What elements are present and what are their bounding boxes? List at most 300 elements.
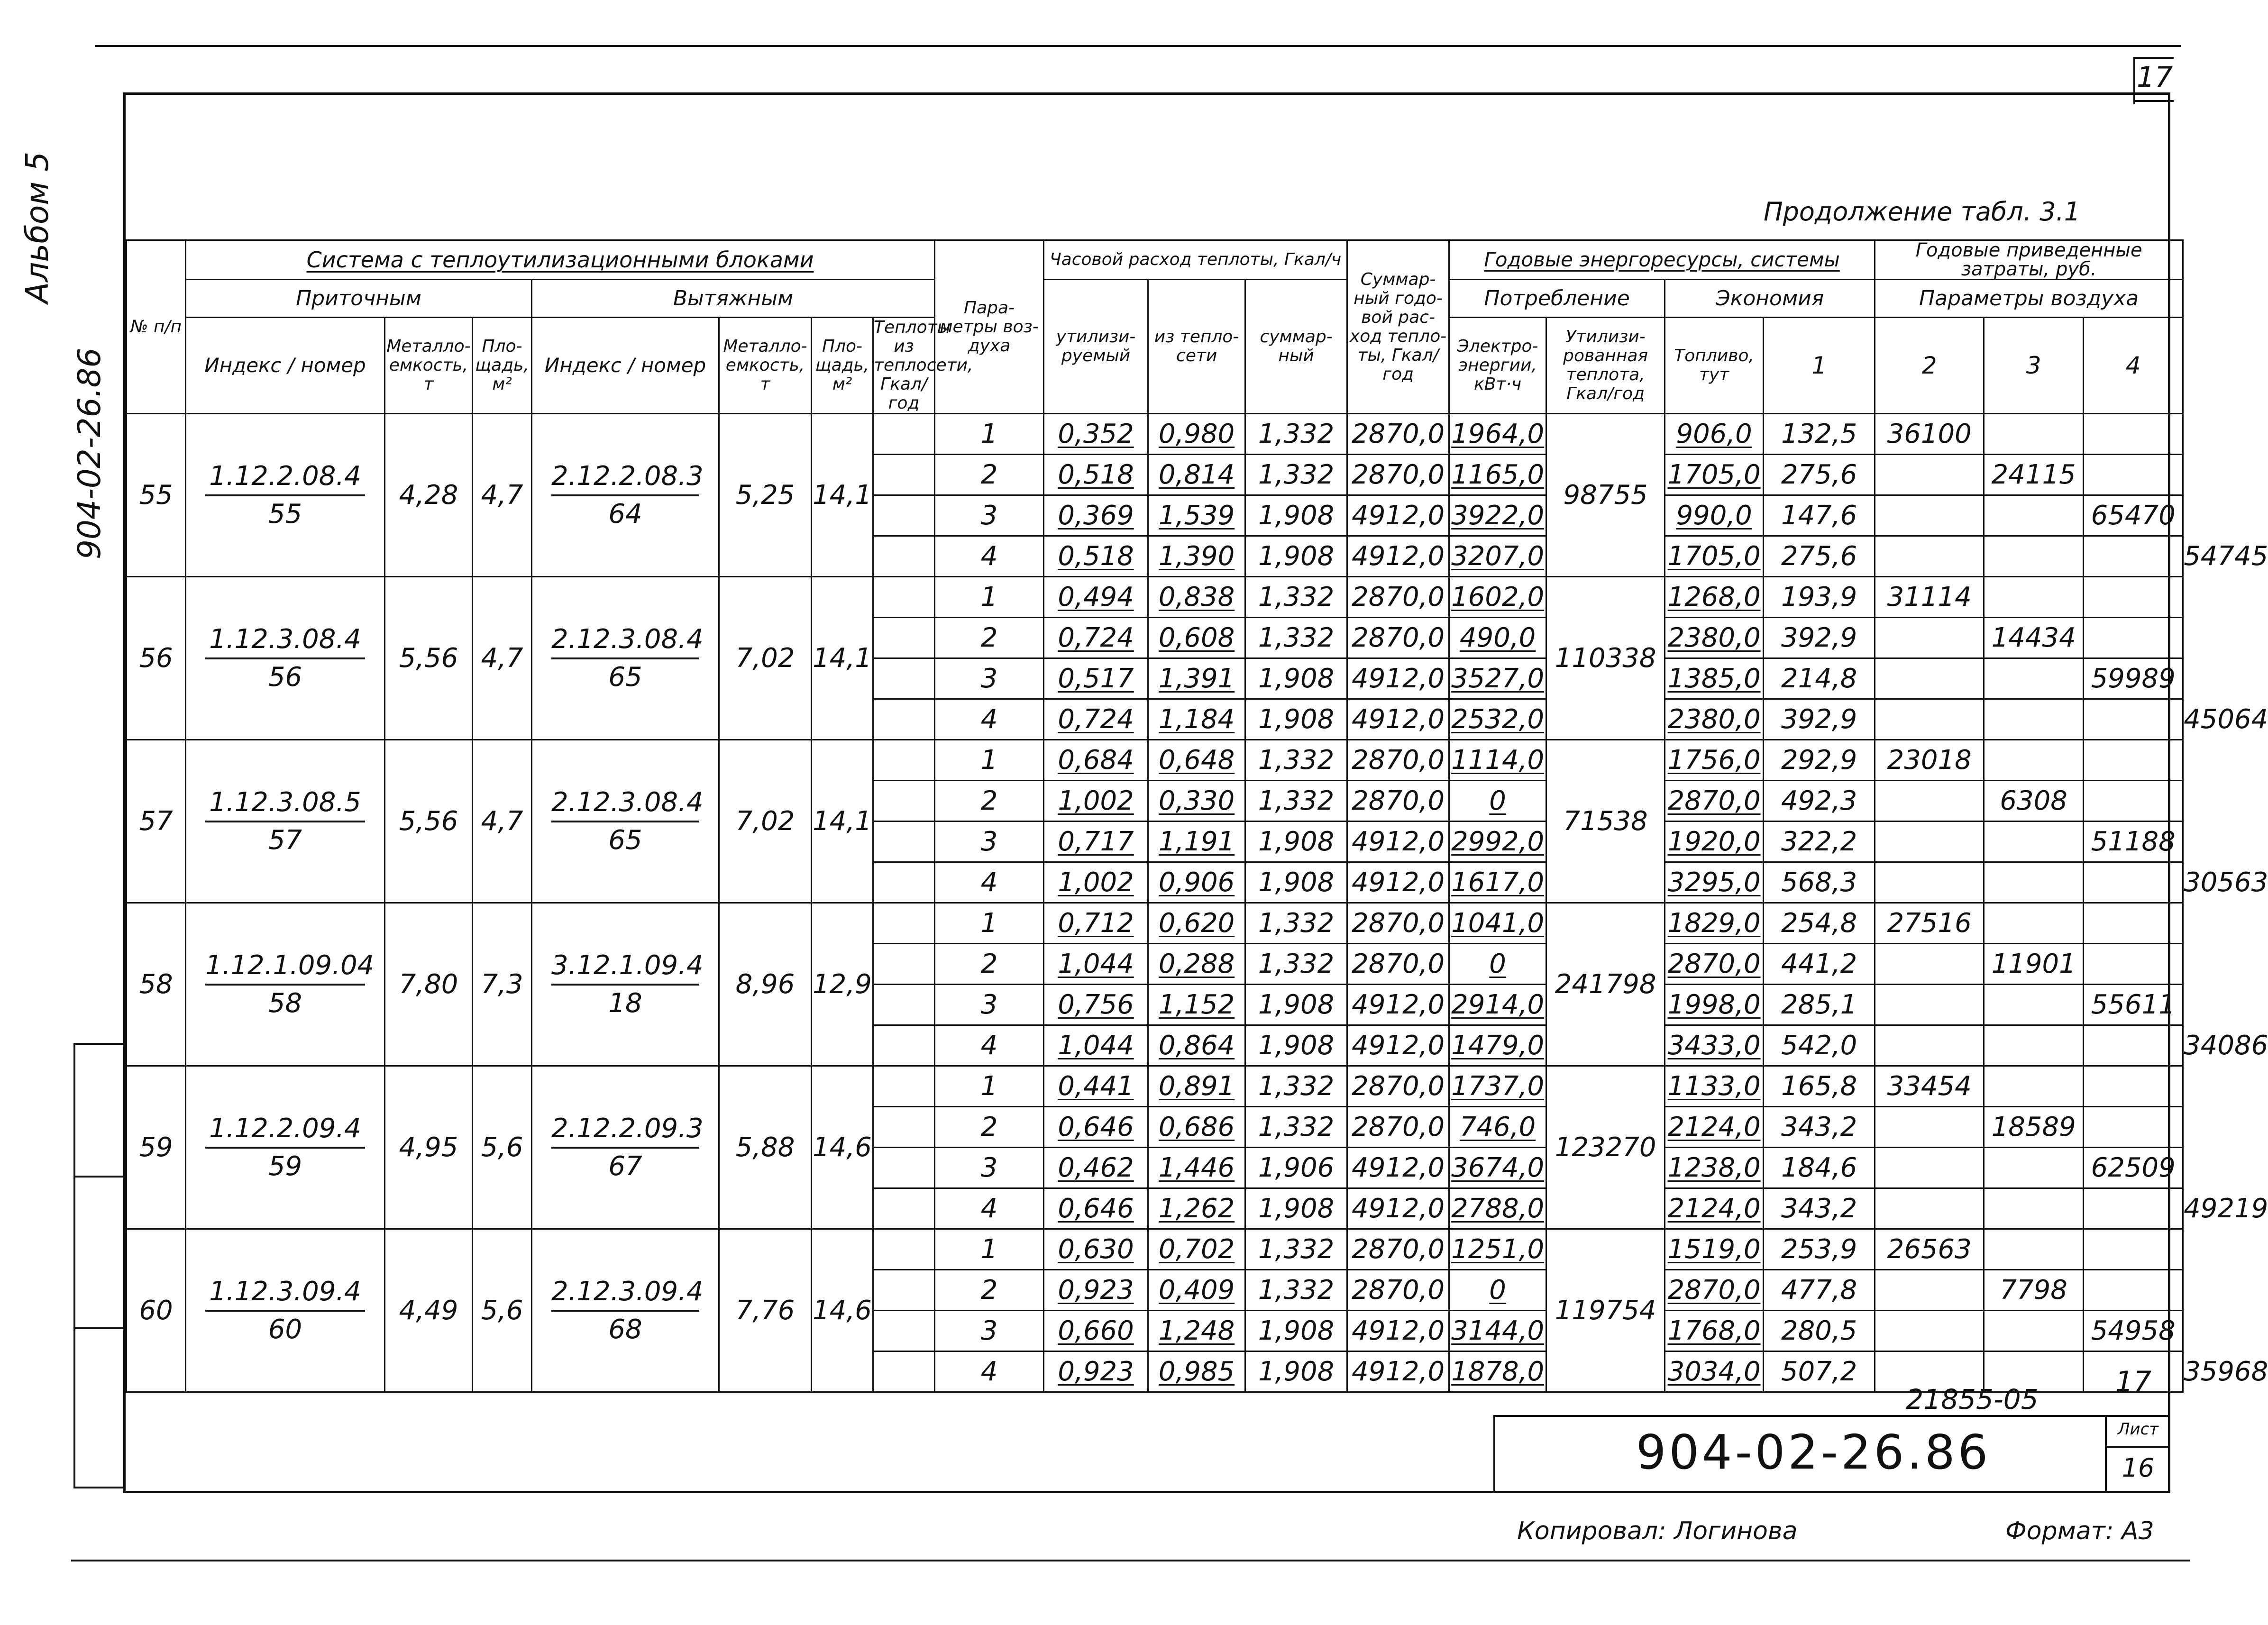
hourly-net: 1,390 xyxy=(1148,536,1245,577)
hourly-util: 1,044 xyxy=(1044,944,1148,985)
supply-metal: 5,56 xyxy=(385,577,473,740)
supply-index-number: 55 xyxy=(268,498,302,529)
table-row xyxy=(127,577,2183,618)
blank-cell xyxy=(873,1229,935,1270)
hourly-total: 1,908 xyxy=(1245,822,1347,862)
util-heat: 2870,0 xyxy=(1665,781,1764,822)
util-heat: 2380,0 xyxy=(1665,699,1764,740)
supply-area: 4,7 xyxy=(473,414,532,577)
row-number: 56 xyxy=(127,577,186,740)
cost-col-2 xyxy=(1984,699,2084,740)
hourly-net: 0,702 xyxy=(1148,1229,1245,1270)
supply-index-number: 60 xyxy=(268,1314,302,1345)
heat-from-net: 0 xyxy=(1449,781,1546,822)
hourly-net: 0,686 xyxy=(1148,1107,1245,1148)
util-heat: 1238,0 xyxy=(1665,1148,1764,1188)
hourly-total: 1,332 xyxy=(1245,618,1347,658)
cost-col-2: 24115 xyxy=(1984,455,2084,495)
cost-col-3: 54958 xyxy=(2084,1311,2183,1351)
util-heat: 2124,0 xyxy=(1665,1188,1764,1229)
top-rule xyxy=(95,45,2181,47)
heat-from-net: 0 xyxy=(1449,1270,1546,1311)
cost-col-1 xyxy=(1875,1025,1984,1066)
exhaust-index-number: 65 xyxy=(608,661,642,693)
hourly-util: 0,717 xyxy=(1044,822,1148,862)
supply-metal: 4,49 xyxy=(385,1229,473,1392)
header-annual-heat: Суммар-ный годо-вой рас-ход тепло-ты, Гкал/год xyxy=(1347,240,1449,414)
hourly-total: 1,908 xyxy=(1245,536,1347,577)
cost-col-3: 59989 xyxy=(2084,658,2183,699)
exhaust-metal: 7,02 xyxy=(719,577,812,740)
hourly-net: 0,620 xyxy=(1148,903,1245,944)
exhaust-area: 14,1 xyxy=(812,414,873,577)
exhaust-metal: 8,96 xyxy=(719,903,812,1066)
air-param-number: 3 xyxy=(935,822,1044,862)
blank-cell xyxy=(873,985,935,1025)
fuel: 492,3 xyxy=(1764,781,1875,822)
blank-cell xyxy=(873,1148,935,1188)
hourly-net: 0,814 xyxy=(1148,455,1245,495)
util-heat: 1998,0 xyxy=(1665,985,1764,1025)
row-number: 58 xyxy=(127,903,186,1066)
fuel: 184,6 xyxy=(1764,1148,1875,1188)
util-heat: 1705,0 xyxy=(1665,536,1764,577)
fuel: 392,9 xyxy=(1764,618,1875,658)
table-row: 4 0,923 0,985 1,908 4912,0 1878,0 3034,0 507,2 35968 xyxy=(127,1351,2183,1392)
supply-area: 4,7 xyxy=(473,577,532,740)
supply-metal: 4,95 xyxy=(385,1066,473,1229)
heat-from-net: 1165,0 xyxy=(1449,455,1546,495)
format-label: Формат: А3 xyxy=(2005,1517,2154,1545)
hourly-net: 0,838 xyxy=(1148,577,1245,618)
fuel: 568,3 xyxy=(1764,862,1875,903)
hourly-util: 0,518 xyxy=(1044,536,1148,577)
annual-heat: 2870,0 xyxy=(1347,414,1449,455)
heat-from-net: 490,0 xyxy=(1449,618,1546,658)
hourly-util: 0,756 xyxy=(1044,985,1148,1025)
electro-energy: 71538 xyxy=(1546,740,1665,903)
air-param-number: 2 xyxy=(935,1107,1044,1148)
table-row xyxy=(127,414,2183,455)
supply-area: 5,6 xyxy=(473,1229,532,1392)
util-heat: 1756,0 xyxy=(1665,740,1764,781)
hourly-net: 0,980 xyxy=(1148,414,1245,455)
util-heat: 1829,0 xyxy=(1665,903,1764,944)
margin-stamp-line xyxy=(73,1327,123,1329)
exhaust-index-number: 67 xyxy=(608,1150,642,1182)
annual-heat: 4912,0 xyxy=(1347,495,1449,536)
annual-heat: 4912,0 xyxy=(1347,658,1449,699)
cost-col-3 xyxy=(2084,1066,2183,1107)
exhaust-metal: 5,25 xyxy=(719,414,812,577)
copied-by: Копировал: Логинова xyxy=(1517,1517,1798,1545)
supply-index-number: 56 xyxy=(268,661,302,693)
hourly-util: 1,002 xyxy=(1044,781,1148,822)
header-col-2: 2 xyxy=(1875,318,1984,414)
annual-heat: 4912,0 xyxy=(1347,985,1449,1025)
heat-from-net: 0 xyxy=(1449,944,1546,985)
cost-col-3 xyxy=(2084,1229,2183,1270)
exhaust-index xyxy=(532,414,719,577)
exhaust-index-number: 68 xyxy=(608,1314,642,1345)
supply-area: 4,7 xyxy=(473,740,532,903)
cost-col-2: 14434 xyxy=(1984,618,2084,658)
hourly-total: 1,332 xyxy=(1245,1107,1347,1148)
fuel: 147,6 xyxy=(1764,495,1875,536)
util-heat: 2870,0 xyxy=(1665,1270,1764,1311)
hourly-total: 1,908 xyxy=(1245,862,1347,903)
hourly-total: 1,908 xyxy=(1245,1351,1347,1392)
heat-from-net: 2532,0 xyxy=(1449,699,1546,740)
cost-col-1: 23018 xyxy=(1875,740,1984,781)
heat-from-net: 1617,0 xyxy=(1449,862,1546,903)
fuel: 343,2 xyxy=(1764,1188,1875,1229)
blank-cell xyxy=(873,781,935,822)
fuel: 292,9 xyxy=(1764,740,1875,781)
heat-from-net: 3674,0 xyxy=(1449,1148,1546,1188)
supply-index-code: 1.12.2.09.4 xyxy=(205,1114,365,1149)
header-col-3: 3 xyxy=(1984,318,2084,414)
cost-col-3 xyxy=(2084,862,2183,903)
cost-col-1 xyxy=(1875,495,1984,536)
cost-col-1 xyxy=(1875,985,1984,1025)
hourly-total: 1,332 xyxy=(1245,1066,1347,1107)
cost-col-2 xyxy=(1984,1148,2084,1188)
data-table xyxy=(126,239,2268,1387)
electro-energy: 119754 xyxy=(1546,1229,1665,1392)
table-row: 4 0,724 1,184 1,908 4912,0 2532,0 2380,0 392,9 45064 xyxy=(127,699,2183,740)
air-param-number: 4 xyxy=(935,1188,1044,1229)
supply-metal: 5,56 xyxy=(385,740,473,903)
supply-index-code: 1.12.3.09.4 xyxy=(205,1277,365,1312)
exhaust-index-code: 2.12.3.08.4 xyxy=(551,787,699,822)
cost-col-2 xyxy=(1984,1025,2084,1066)
fuel: 285,1 xyxy=(1764,985,1875,1025)
electro-energy: 123270 xyxy=(1546,1066,1665,1229)
annual-heat: 2870,0 xyxy=(1347,577,1449,618)
supply-index xyxy=(186,903,385,1066)
hourly-total: 1,332 xyxy=(1245,781,1347,822)
heat-from-net: 2992,0 xyxy=(1449,822,1546,862)
hourly-total: 1,332 xyxy=(1245,740,1347,781)
supply-metal: 4,28 xyxy=(385,414,473,577)
air-param-number: 1 xyxy=(935,1229,1044,1270)
cost-col-1 xyxy=(1875,455,1984,495)
table-row xyxy=(127,1066,2183,1107)
air-param-number: 3 xyxy=(935,1148,1044,1188)
annual-heat: 2870,0 xyxy=(1347,740,1449,781)
cost-col-3 xyxy=(2084,455,2183,495)
blank-cell xyxy=(873,455,935,495)
cost-col-1 xyxy=(1875,1270,1984,1311)
hourly-net: 1,191 xyxy=(1148,822,1245,862)
header-hourly-group: Часовой расход теплоты, Гкал/ч xyxy=(1044,240,1347,280)
air-param-number: 3 xyxy=(935,495,1044,536)
row-number: 55 xyxy=(127,414,186,577)
air-param-number: 4 xyxy=(935,1351,1044,1392)
heat-from-net: 2914,0 xyxy=(1449,985,1546,1025)
table-row: 4 0,646 1,262 1,908 4912,0 2788,0 2124,0 343,2 49219 xyxy=(127,1188,2183,1229)
annual-heat: 4912,0 xyxy=(1347,1188,1449,1229)
table-row: 4 0,518 1,390 1,908 4912,0 3207,0 1705,0 275,6 54745 xyxy=(127,536,2183,577)
cost-col-3: 62509 xyxy=(2084,1148,2183,1188)
cost-col-2 xyxy=(1984,658,2084,699)
hourly-net: 1,184 xyxy=(1148,699,1245,740)
fuel: 507,2 xyxy=(1764,1351,1875,1392)
supply-index xyxy=(186,577,385,740)
cost-col-3 xyxy=(2084,414,2183,455)
cost-col-1 xyxy=(1875,1148,1984,1188)
exhaust-area: 12,9 xyxy=(812,903,873,1066)
cost-col-3 xyxy=(2084,781,2183,822)
fuel: 253,9 xyxy=(1764,1229,1875,1270)
doc-code: 904-02-26.86 xyxy=(1636,1424,1991,1480)
cost-col-3: 51188 xyxy=(2084,822,2183,862)
heat-from-net: 1964,0 xyxy=(1449,414,1546,455)
cost-col-1 xyxy=(1875,1107,1984,1148)
header-heat-from-net: Теплоты из теплосети, Гкал/год xyxy=(874,318,973,413)
cost-col-3 xyxy=(2084,1107,2183,1148)
util-heat: 3034,0 xyxy=(1665,1351,1764,1392)
hourly-net: 0,985 xyxy=(1148,1351,1245,1392)
air-param-number: 4 xyxy=(935,862,1044,903)
fuel: 477,8 xyxy=(1764,1270,1875,1311)
header-supply: Приточным xyxy=(186,280,532,318)
electro-energy: 110338 xyxy=(1546,577,1665,740)
annual-heat: 4912,0 xyxy=(1347,1148,1449,1188)
header-exh-metal: Металло-емкость, т xyxy=(719,318,812,414)
util-heat: 1768,0 xyxy=(1665,1311,1764,1351)
cost-col-3 xyxy=(2084,740,2183,781)
air-param-number: 3 xyxy=(935,1311,1044,1351)
hourly-util: 0,441 xyxy=(1044,1066,1148,1107)
exhaust-index-number: 18 xyxy=(608,987,642,1019)
heat-from-net: 1114,0 xyxy=(1449,740,1546,781)
hourly-net: 1,262 xyxy=(1148,1188,1245,1229)
header-electro: Электро-энергии, кВт·ч xyxy=(1449,318,1546,414)
cost-col-2: 18589 xyxy=(1984,1107,2084,1148)
cost-col-1 xyxy=(1875,781,1984,822)
cost-col-1 xyxy=(1875,822,1984,862)
stamp-sheet: 17 xyxy=(2115,1365,2152,1398)
air-param-number: 2 xyxy=(935,781,1044,822)
blank-cell xyxy=(873,1188,935,1229)
blank-cell xyxy=(873,862,935,903)
cost-col-2 xyxy=(1984,536,2084,577)
header-exhaust: Вытяжным xyxy=(532,280,935,318)
air-param-number: 4 xyxy=(935,1025,1044,1066)
cost-col-2: 6308 xyxy=(1984,781,2084,822)
cost-col-3 xyxy=(2084,1188,2183,1229)
util-heat: 1920,0 xyxy=(1665,822,1764,862)
cost-col-3: 65470 xyxy=(2084,495,2183,536)
blank-cell xyxy=(873,1066,935,1107)
hourly-total: 1,908 xyxy=(1245,1025,1347,1066)
fuel: 542,0 xyxy=(1764,1025,1875,1066)
hourly-util: 0,646 xyxy=(1044,1188,1148,1229)
hourly-total: 1,332 xyxy=(1245,944,1347,985)
cost-col-2 xyxy=(1984,495,2084,536)
fuel: 275,6 xyxy=(1764,536,1875,577)
fuel: 193,9 xyxy=(1764,577,1875,618)
hourly-total: 1,908 xyxy=(1245,658,1347,699)
blank-cell xyxy=(873,822,935,862)
hourly-net: 1,152 xyxy=(1148,985,1245,1025)
cost-col-1 xyxy=(1875,1311,1984,1351)
exhaust-metal: 5,88 xyxy=(719,1066,812,1229)
fuel: 441,2 xyxy=(1764,944,1875,985)
hourly-total: 1,908 xyxy=(1245,699,1347,740)
blank-cell xyxy=(873,1025,935,1066)
hourly-util: 0,369 xyxy=(1044,495,1148,536)
exhaust-index-code: 2.12.3.08.4 xyxy=(551,624,699,659)
air-param-number: 1 xyxy=(935,903,1044,944)
header-sup-area: Пло-щадь, м² xyxy=(473,318,532,414)
sheet-number: 17 xyxy=(2136,61,2173,94)
supply-index-number: 57 xyxy=(268,824,302,856)
header-system-group: Система с теплоутилизационными блоками xyxy=(186,240,935,280)
header-num: № п/п xyxy=(127,240,186,414)
annual-heat: 2870,0 xyxy=(1347,1229,1449,1270)
heat-from-net: 1041,0 xyxy=(1449,903,1546,944)
cost-col-3 xyxy=(2084,699,2183,740)
cost-col-2: 7798 xyxy=(1984,1270,2084,1311)
annual-heat: 4912,0 xyxy=(1347,822,1449,862)
heat-from-net: 746,0 xyxy=(1449,1107,1546,1148)
cost-col-2 xyxy=(1984,903,2084,944)
cost-col-3 xyxy=(2084,618,2183,658)
hourly-util: 0,352 xyxy=(1044,414,1148,455)
air-param-number: 1 xyxy=(935,414,1044,455)
annual-heat: 2870,0 xyxy=(1347,903,1449,944)
hourly-net: 0,906 xyxy=(1148,862,1245,903)
util-heat: 990,0 xyxy=(1665,495,1764,536)
cost-col-3 xyxy=(2084,577,2183,618)
heat-from-net: 1479,0 xyxy=(1449,1025,1546,1066)
hourly-util: 0,724 xyxy=(1044,618,1148,658)
hourly-total: 1,332 xyxy=(1245,577,1347,618)
hourly-util: 0,517 xyxy=(1044,658,1148,699)
cost-col-1 xyxy=(1875,658,1984,699)
exhaust-index xyxy=(532,740,719,903)
header-air-params-group: Параметры воздуха xyxy=(1875,280,2183,318)
table-row xyxy=(127,1229,2183,1270)
cost-col-2 xyxy=(1984,1229,2084,1270)
table-row: 4 1,044 0,864 1,908 4912,0 1479,0 3433,0 542,0 34086 xyxy=(127,1025,2183,1066)
hourly-net: 1,539 xyxy=(1148,495,1245,536)
annual-heat: 4912,0 xyxy=(1347,862,1449,903)
cost-col-2 xyxy=(1984,740,2084,781)
side-code: 904-02-26.86 xyxy=(71,347,108,559)
header-annual-energy-group: Годовые энергоресурсы, системы xyxy=(1449,240,1875,280)
util-heat: 1133,0 xyxy=(1665,1066,1764,1107)
hourly-total: 1,332 xyxy=(1245,414,1347,455)
exhaust-area: 14,6 xyxy=(812,1229,873,1392)
annual-heat: 2870,0 xyxy=(1347,944,1449,985)
cost-col-1 xyxy=(1875,1188,1984,1229)
exhaust-index-number: 64 xyxy=(608,498,642,529)
blank-cell xyxy=(873,414,935,455)
blank-cell xyxy=(873,577,935,618)
heat-from-net: 2788,0 xyxy=(1449,1188,1546,1229)
fuel: 343,2 xyxy=(1764,1107,1875,1148)
blank-cell xyxy=(873,699,935,740)
header-sup-index: Индекс / номер xyxy=(186,318,385,414)
annual-heat: 2870,0 xyxy=(1347,781,1449,822)
album-label: Альбом 5 xyxy=(19,151,55,303)
header-exh-area: Пло-щадь, м² xyxy=(812,318,873,414)
cost-col-1 xyxy=(1875,944,1984,985)
heat-from-net: 1251,0 xyxy=(1449,1229,1546,1270)
hourly-util: 0,724 xyxy=(1044,699,1148,740)
supply-area: 5,6 xyxy=(473,1066,532,1229)
hourly-net: 1,248 xyxy=(1148,1311,1245,1351)
header-consumption: Потребление xyxy=(1449,280,1665,318)
header-col-4: 4 xyxy=(2084,318,2183,414)
hourly-util: 1,044 xyxy=(1044,1025,1148,1066)
supply-index xyxy=(186,740,385,903)
util-heat: 1519,0 xyxy=(1665,1229,1764,1270)
header-util: утилизи-руемый xyxy=(1044,280,1148,414)
air-param-number: 4 xyxy=(935,699,1044,740)
blank-cell xyxy=(873,536,935,577)
cost-col-2 xyxy=(1984,862,2084,903)
bottom-rule xyxy=(71,1560,2190,1561)
exhaust-metal: 7,02 xyxy=(719,740,812,903)
heat-from-net: 3207,0 xyxy=(1449,536,1546,577)
hourly-net: 0,648 xyxy=(1148,740,1245,781)
exhaust-index-code: 2.12.2.09.3 xyxy=(551,1114,699,1149)
blank-cell xyxy=(873,495,935,536)
fuel: 392,9 xyxy=(1764,699,1875,740)
util-heat: 3433,0 xyxy=(1665,1025,1764,1066)
cost-col-3 xyxy=(2084,903,2183,944)
hourly-util: 0,712 xyxy=(1044,903,1148,944)
fuel: 214,8 xyxy=(1764,658,1875,699)
cost-col-1 xyxy=(1875,536,1984,577)
hourly-net: 0,891 xyxy=(1148,1066,1245,1107)
annual-heat: 4912,0 xyxy=(1347,699,1449,740)
header-col-1: 1 xyxy=(1764,318,1875,414)
cost-col-3 xyxy=(2084,1270,2183,1311)
util-heat: 2870,0 xyxy=(1665,944,1764,985)
annual-heat: 4912,0 xyxy=(1347,1351,1449,1392)
hourly-total: 1,908 xyxy=(1245,1188,1347,1229)
header-economy: Экономия xyxy=(1665,280,1875,318)
cost-col-2 xyxy=(1984,985,2084,1025)
cost-col-3 xyxy=(2084,944,2183,985)
util-heat: 2380,0 xyxy=(1665,618,1764,658)
exhaust-index-code: 2.12.2.08.3 xyxy=(551,461,699,496)
air-param-number: 1 xyxy=(935,577,1044,618)
exhaust-index xyxy=(532,1066,719,1229)
hourly-util: 0,646 xyxy=(1044,1107,1148,1148)
util-heat: 906,0 xyxy=(1665,414,1764,455)
util-heat: 3295,0 xyxy=(1665,862,1764,903)
blank-cell xyxy=(873,1311,935,1351)
air-param-number: 3 xyxy=(935,985,1044,1025)
cost-col-3 xyxy=(2084,536,2183,577)
supply-index xyxy=(186,414,385,577)
blank-cell xyxy=(873,740,935,781)
heat-from-net: 1878,0 xyxy=(1449,1351,1546,1392)
supply-index-number: 58 xyxy=(268,987,302,1019)
hourly-total: 1,332 xyxy=(1245,1270,1347,1311)
header-costs-group: Годовые приведенные затраты, руб. xyxy=(1875,240,2183,280)
table-row xyxy=(127,740,2183,781)
exhaust-area: 14,1 xyxy=(812,577,873,740)
exhaust-index xyxy=(532,903,719,1066)
